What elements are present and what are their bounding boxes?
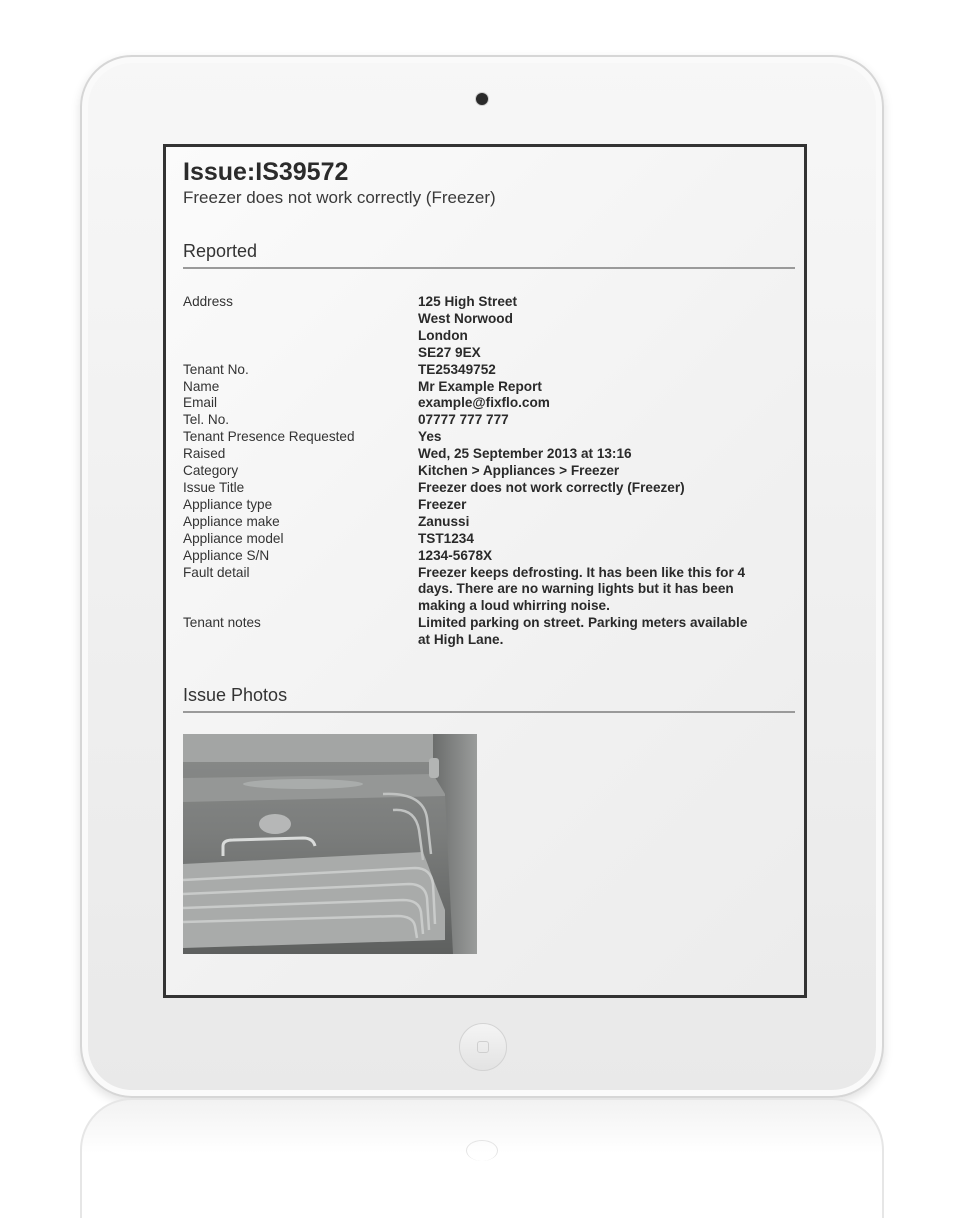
detail-value: Zanussi xyxy=(418,513,470,529)
detail-row-appliance-type xyxy=(183,497,795,514)
detail-row-category xyxy=(183,463,795,480)
detail-row-name xyxy=(183,379,795,396)
detail-row-appliance-sn xyxy=(183,548,795,565)
detail-row-email xyxy=(183,395,795,412)
phone-link[interactable]: 07777 777 777 xyxy=(418,412,509,428)
home-square-icon xyxy=(477,1041,489,1053)
detail-label: Email xyxy=(183,395,217,411)
detail-value: Wed, 25 September 2013 at 13:16 xyxy=(418,446,632,462)
detail-row-fault-detail xyxy=(183,565,795,616)
details-list xyxy=(183,294,795,649)
issue-report xyxy=(183,157,795,954)
detail-value: TE25349752 xyxy=(418,361,496,377)
reported-heading: Reported xyxy=(183,240,795,269)
detail-value: 1234-5678X xyxy=(418,547,493,563)
tablet-screen xyxy=(163,144,807,998)
detail-label: Address xyxy=(183,294,233,309)
detail-value: Mr Example Report xyxy=(418,378,542,394)
detail-value: 125 High Street West Norwood London SE27 9EX xyxy=(418,294,517,360)
detail-label: Appliance S/N xyxy=(183,547,270,563)
detail-row-issue-title xyxy=(183,480,795,497)
detail-label: Tenant notes xyxy=(183,615,261,631)
photo-light-reflection xyxy=(259,814,291,834)
detail-label: Name xyxy=(183,378,220,394)
detail-row-tel xyxy=(183,412,795,429)
detail-row-address xyxy=(183,294,795,362)
photo-top-shelf xyxy=(183,734,477,762)
reflection-home-button xyxy=(466,1140,498,1161)
issue-photos-heading: Issue Photos xyxy=(183,684,795,713)
detail-value: Freezer does not work correctly (Freezer) xyxy=(418,479,685,495)
detail-value: Kitchen > Appliances > Freezer xyxy=(418,463,620,479)
detail-row-appliance-model xyxy=(183,531,795,548)
issue-title: Issue:IS39572 xyxy=(183,158,349,186)
home-button[interactable] xyxy=(459,1023,507,1071)
detail-value: Freezer keeps defrosting. It has been like this for 4 days. There are no warning lights but it has been making a loud whirring noise. xyxy=(418,564,746,614)
detail-label: Appliance model xyxy=(183,530,284,546)
detail-label: Tel. No. xyxy=(183,412,230,428)
email-link[interactable]: example@fixflo.com xyxy=(418,395,550,411)
detail-label: Tenant No. xyxy=(183,361,249,377)
issue-subtitle: Freezer does not work correctly (Freezer) xyxy=(183,188,496,207)
detail-label: Category xyxy=(183,463,239,479)
detail-row-tenant-no xyxy=(183,362,795,379)
detail-label: Appliance make xyxy=(183,513,280,529)
detail-value: TST1234 xyxy=(418,530,474,546)
detail-label: Tenant Presence Requested xyxy=(183,429,355,445)
detail-row-tenant-presence xyxy=(183,429,795,446)
detail-row-raised xyxy=(183,446,795,463)
camera-icon xyxy=(476,93,488,105)
detail-value: Yes xyxy=(418,429,442,445)
detail-label: Fault detail xyxy=(183,564,250,580)
detail-label: Issue Title xyxy=(183,479,245,495)
detail-row-tenant-notes xyxy=(183,615,795,649)
photo-frost-droplets xyxy=(243,779,363,789)
detail-label: Appliance type xyxy=(183,496,273,512)
photo-hinge xyxy=(429,758,439,778)
detail-value: Limited parking on street. Parking meters available at High Lane. xyxy=(418,615,748,648)
detail-row-appliance-make xyxy=(183,514,795,531)
detail-value: Freezer xyxy=(418,496,467,512)
issue-photo-freezer[interactable] xyxy=(183,734,477,954)
detail-label: Raised xyxy=(183,446,226,462)
